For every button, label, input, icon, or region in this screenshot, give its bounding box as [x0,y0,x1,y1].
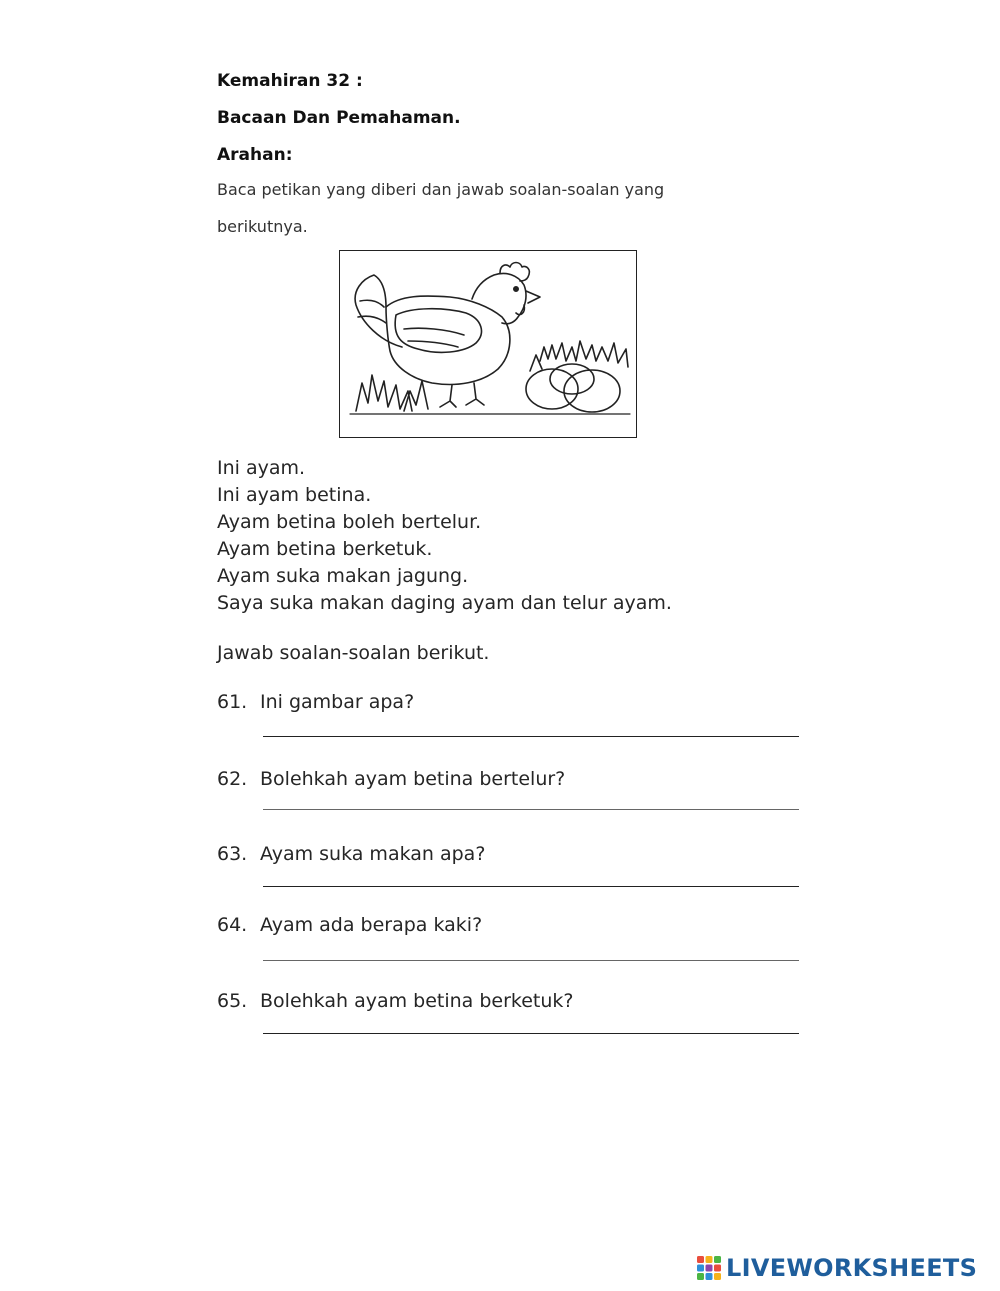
skill-title: Kemahiran 32 : [217,71,363,91]
question-text: Ini gambar apa? [260,691,415,713]
question-text: Bolehkah ayam betina berketuk? [260,990,574,1012]
reading-passage [217,455,672,617]
question-number: 64. [217,914,248,936]
passage-line: Saya suka makan daging ayam dan telur ayam. [217,592,672,614]
passage-line: Ini ayam betina. [217,484,372,506]
passage-line: Ayam betina boleh bertelur. [217,511,482,533]
answer-field-63[interactable] [263,864,799,887]
question-number: 63. [217,843,248,865]
liveworksheets-logo[interactable] [696,1254,977,1282]
question-number: 61. [217,691,248,713]
question-65 [217,990,574,1012]
logo-text: LIVEWORKSHEETS [726,1254,978,1282]
topic-title: Bacaan Dan Pemahaman. [217,108,461,128]
answer-field-64[interactable] [263,938,799,961]
question-text: Bolehkah ayam betina bertelur? [260,768,566,790]
answer-field-65[interactable] [263,1011,799,1034]
answer-field-62[interactable] [263,787,799,810]
instruction-line-2: berikutnya. [217,217,308,236]
passage-line: Ayam suka makan jagung. [217,565,469,587]
question-64 [217,914,482,936]
hen-with-eggs-icon [340,251,636,437]
question-text: Ayam ada berapa kaki? [260,914,483,936]
hen-picture [339,250,637,438]
passage-line: Ini ayam. [217,457,306,479]
answer-field-61[interactable] [263,714,799,737]
question-text: Ayam suka makan apa? [260,843,486,865]
liveworksheets-logo-icon [696,1255,722,1281]
instruction-line-1: Baca petikan yang diberi dan jawab soalan-soalan yang [217,180,665,199]
question-number: 62. [217,768,248,790]
question-61 [217,691,414,713]
passage-line: Ayam betina berketuk. [217,538,433,560]
question-number: 65. [217,990,248,1012]
instruction-label: Arahan: [217,145,293,165]
questions-heading: Jawab soalan-soalan berikut. [217,642,490,664]
question-63 [217,843,485,865]
